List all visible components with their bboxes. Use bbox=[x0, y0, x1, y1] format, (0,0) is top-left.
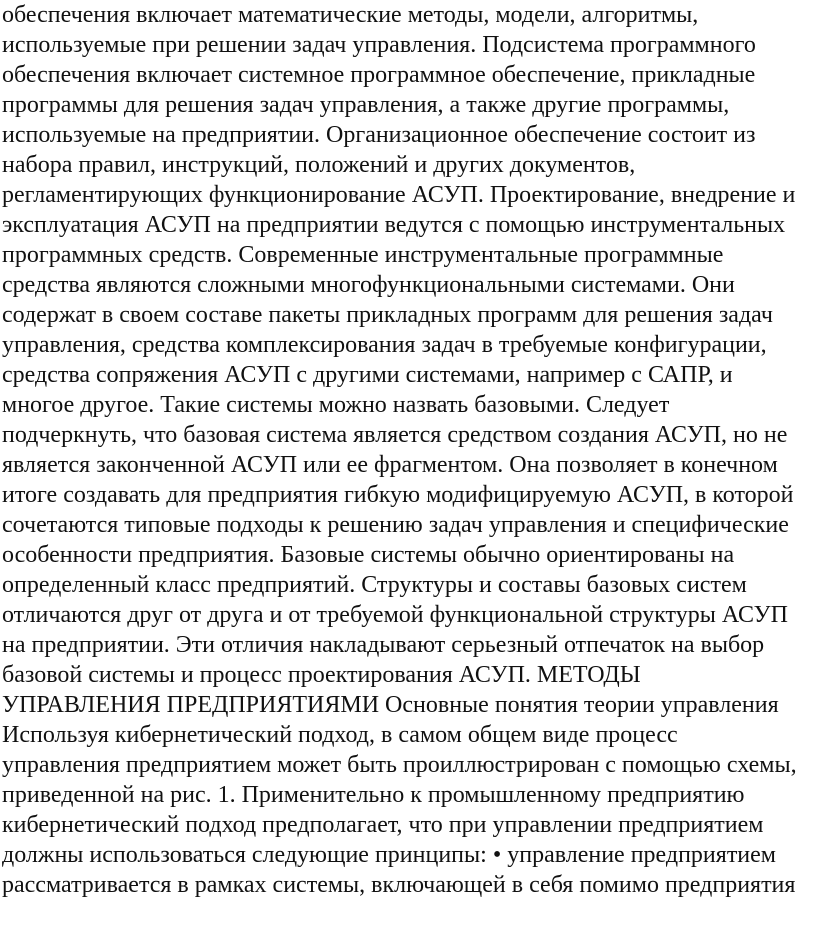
text-line: средства являются сложными многофункциональными системами. Они bbox=[2, 272, 735, 298]
text-line: УПРАВЛЕНИЯ ПРЕДПРИЯТИЯМИ Основные понятия теории управления bbox=[2, 692, 779, 718]
text-line: обеспечения включает математические методы, модели, алгоритмы, bbox=[2, 2, 699, 28]
text-line: рассматривается в рамках системы, включающей в себя помимо предприятия bbox=[2, 872, 796, 898]
text-line: многое другое. Такие системы можно назвать базовыми. Следует bbox=[2, 392, 670, 418]
text-line: программных средств. Современные инструментальные программные bbox=[2, 242, 724, 268]
text-line: на предприятии. Эти отличия накладывают серьезный отпечаток на выбор bbox=[2, 632, 765, 658]
text-line: подчеркнуть, что базовая система является средством создания АСУП, но не bbox=[2, 422, 788, 448]
text-line: сочетаются типовые подходы к решению задач управления и специфические bbox=[2, 512, 789, 538]
text-line: отличаются друг от друга и от требуемой функциональной структуры АСУП bbox=[2, 602, 788, 628]
text-line: используемые на предприятии. Организационное обеспечение состоит из bbox=[2, 122, 756, 148]
text-line: приведенной на рис. 1. Применительно к промышленному предприятию bbox=[2, 782, 745, 808]
text-line: программы для решения задач управления, а также другие программы, bbox=[2, 92, 730, 118]
text-line: средства сопряжения АСУП с другими системами, например с САПР, и bbox=[2, 362, 733, 388]
text-line: определенный класс предприятий. Структуры и составы базовых систем bbox=[2, 572, 747, 598]
text-line: итоге создавать для предприятия гибкую модифицируемую АСУП, в которой bbox=[2, 482, 794, 508]
text-line: регламентирующих функционирование АСУП. Проектирование, внедрение и bbox=[2, 182, 796, 208]
text-line: эксплуатация АСУП на предприятии ведутся с помощью инструментальных bbox=[2, 212, 786, 238]
text-line: содержат в своем составе пакеты прикладных программ для решения задач bbox=[2, 302, 773, 328]
text-line: является законченной АСУП или ее фрагментом. Она позволяет в конечном bbox=[2, 452, 778, 478]
text-line: кибернетический подход предполагает, что при управлении предприятием bbox=[2, 812, 764, 838]
text-line: управления предприятием может быть проиллюстрирован с помощью схемы, bbox=[2, 752, 797, 778]
text-line: обеспечения включает системное программное обеспечение, прикладные bbox=[2, 62, 756, 88]
text-line: управления, средства комплексирования задач в требуемые конфигурации, bbox=[2, 332, 767, 358]
text-line: используемые при решении задач управления. Подсистема программного bbox=[2, 32, 756, 58]
text-line: набора правил, инструкций, положений и других документов, bbox=[2, 152, 636, 178]
text-line: особенности предприятия. Базовые системы обычно ориентированы на bbox=[2, 542, 735, 568]
text-line: Используя кибернетический подход, в самом общем виде процесс bbox=[2, 722, 678, 748]
text-line: должны использоваться следующие принципы: • управление предприятием bbox=[2, 842, 776, 868]
text-line: базовой системы и процесс проектирования АСУП. МЕТОДЫ bbox=[2, 662, 641, 688]
